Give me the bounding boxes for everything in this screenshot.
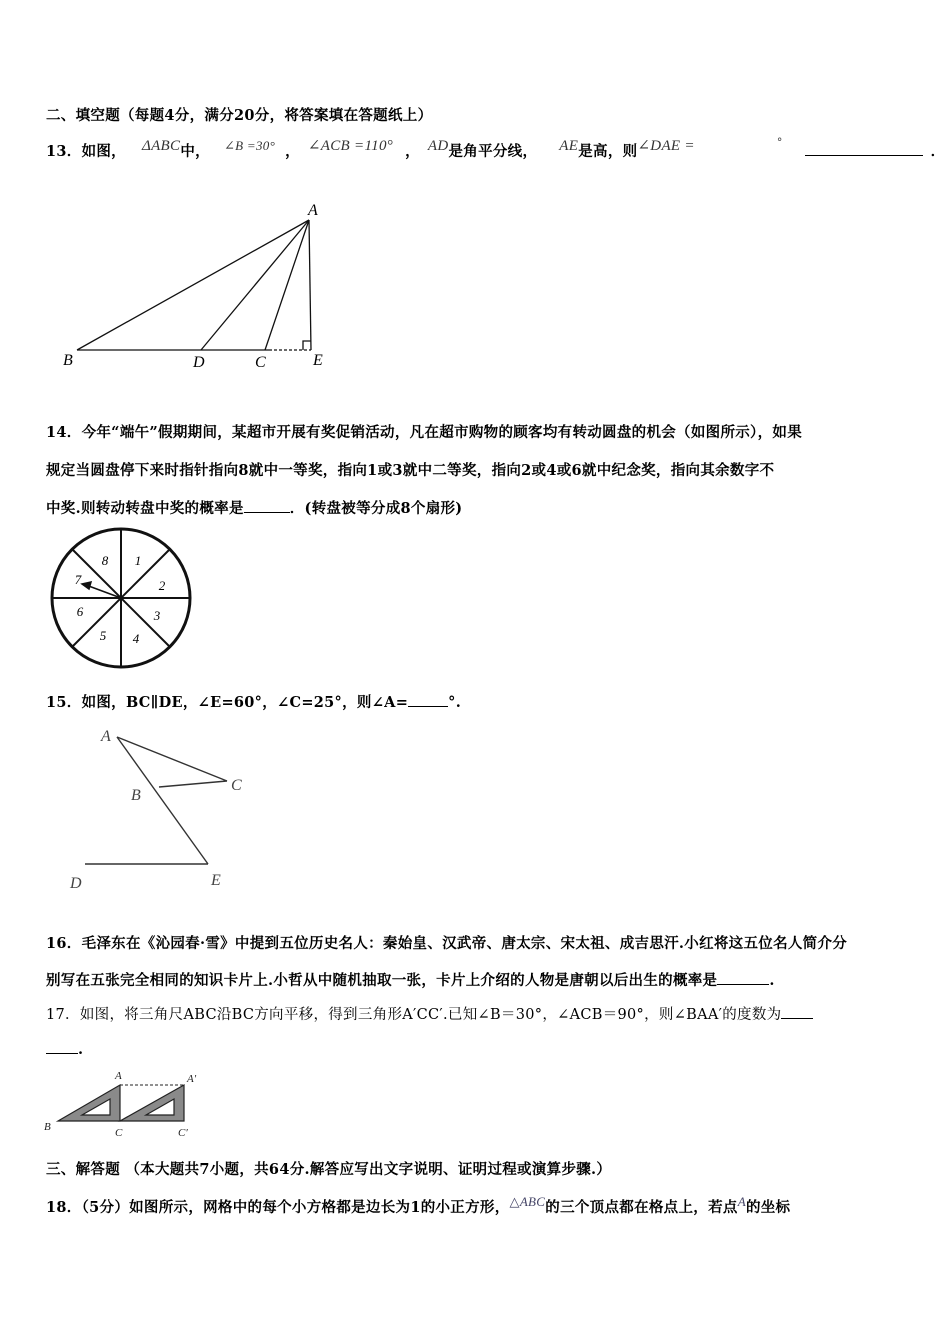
question-18 <box>46 1196 790 1217</box>
q13-ad: AD <box>427 138 449 154</box>
q15-label-d: D <box>70 875 82 892</box>
wheel-sector-1: 1 <box>134 553 142 568</box>
q15-text-a: 15．如图，BC∥DE，∠E=60°，∠C=25°，则∠A= <box>46 694 409 711</box>
q14-line-3 <box>46 497 462 518</box>
q13-period: ． <box>930 143 946 160</box>
q16-line-1: 16．毛泽东在《沁园春·雪》中提到五位历史名人：秦始皇、汉武帝、唐太宗、宋太祖、成吉思汗.小红将这五位名人简介分 <box>46 935 848 952</box>
q17-period: . <box>78 1041 84 1058</box>
section-3-heading: 三、解答题 （本大题共7小题，共64分.解答应写出文字说明、证明过程或演算步骤.） <box>46 1161 612 1178</box>
q15-answer-blank[interactable] <box>408 694 448 707</box>
q14-text-a: 中奖.则转动转盘中奖的概率是 <box>46 500 244 517</box>
q18-text-a: 18．（5分）如图所示，网格中的每个小方格都是边长为1的小正方形， <box>46 1199 510 1216</box>
q13-answer-blank[interactable] <box>805 143 923 156</box>
question-15 <box>46 691 461 712</box>
q18-point-a: A <box>737 1194 746 1209</box>
q13-label-d: D <box>193 354 205 371</box>
q13-angle-dae: ∠DAE = <box>637 138 695 154</box>
q13-text: 中， <box>180 143 210 160</box>
q17-line-1 <box>46 1003 813 1024</box>
q15-label-a: A <box>101 728 111 745</box>
q13-comma-2: ， <box>405 143 420 160</box>
q13-label-a: A <box>308 202 318 219</box>
wheel-sector-2: 2 <box>158 578 166 593</box>
q17-label-a: A <box>115 1070 122 1082</box>
q17-answer-blank-cont[interactable] <box>46 1041 78 1054</box>
q13-label-b: B <box>63 352 73 369</box>
q17-label-b: B <box>44 1121 51 1133</box>
q18-text-b: 的三个顶点都在格点上，若点 <box>545 1199 738 1216</box>
q16-answer-blank[interactable] <box>717 972 769 985</box>
q15-label-e: E <box>211 872 221 889</box>
q13-number: 13．如图， <box>46 143 126 160</box>
q16-text-a: 别写在五张完全相同的知识卡片上.小哲从中随机抽取一张，卡片上介绍的人物是唐朝以后出生的概率是 <box>46 972 718 989</box>
q14-answer-blank[interactable] <box>244 500 290 513</box>
wheel-sector-3: 3 <box>153 608 161 623</box>
q17-label-a-prime: A′ <box>187 1073 197 1085</box>
q17-text: 17．如图，将三角尺ABC沿BC方向平移，得到三角形A′CC′.已知∠B＝30°，∠ACB＝90°，则∠BAA′的度数为 <box>46 1007 782 1023</box>
q18-triangle: △ABC <box>509 1194 546 1209</box>
wheel-sector-6: 6 <box>76 604 84 619</box>
q13-text-bisector: 是角平分线， <box>448 143 538 160</box>
q13-triangle: ΔABC <box>141 138 181 154</box>
q14-line-1: 14．今年“端午”假期期间，某超市开展有奖促销活动，凡在超市购物的顾客均有转动圆盘的机会（如图所示），如果 <box>46 424 803 441</box>
q18-text-c: 的坐标 <box>745 1199 791 1216</box>
q17-label-c-prime: C′ <box>178 1127 188 1139</box>
q14-line-2: 规定当圆盘停下来时指针指向8就中一等奖，指向1或3就中二等奖，指向2或4或6就中纪念奖，指向其余数字不 <box>46 462 775 479</box>
q17-line-2 <box>46 1041 83 1058</box>
wheel-sector-4: 4 <box>132 631 140 646</box>
q16-line-2 <box>46 969 775 990</box>
q16-text-b: . <box>769 972 775 989</box>
q13-degree: ° <box>776 136 783 149</box>
q13-comma: ， <box>285 143 300 160</box>
q13-label-e: E <box>313 352 323 369</box>
q15-text-b: °. <box>448 694 462 711</box>
q13-angle-acb: ∠ACB =110° <box>307 138 394 154</box>
question-13 <box>46 136 946 161</box>
q15-figure <box>65 725 265 895</box>
q13-text-height: 是高，则 <box>578 143 638 160</box>
q15-label-c: C <box>231 777 242 794</box>
wheel-sector-8: 8 <box>101 553 109 568</box>
section-2-heading: 二、填空题（每题4分，满分20分，将答案填在答题纸上） <box>46 107 433 124</box>
q14-text-b: ．(转盘被等分成8个扇形) <box>289 500 463 517</box>
q17-figure <box>44 1068 214 1144</box>
q13-label-c: C <box>255 354 266 371</box>
q14-spinner-wheel <box>48 528 194 668</box>
q17-label-c: C <box>115 1127 123 1139</box>
q13-angle-b: ∠B =30° <box>223 138 276 153</box>
q13-figure <box>55 195 345 375</box>
wheel-sector-5: 5 <box>99 628 107 643</box>
q15-label-b: B <box>131 787 141 804</box>
q17-answer-blank[interactable] <box>781 1006 813 1019</box>
q13-ae: AE <box>559 138 579 154</box>
wheel-sector-7: 7 <box>74 572 82 587</box>
